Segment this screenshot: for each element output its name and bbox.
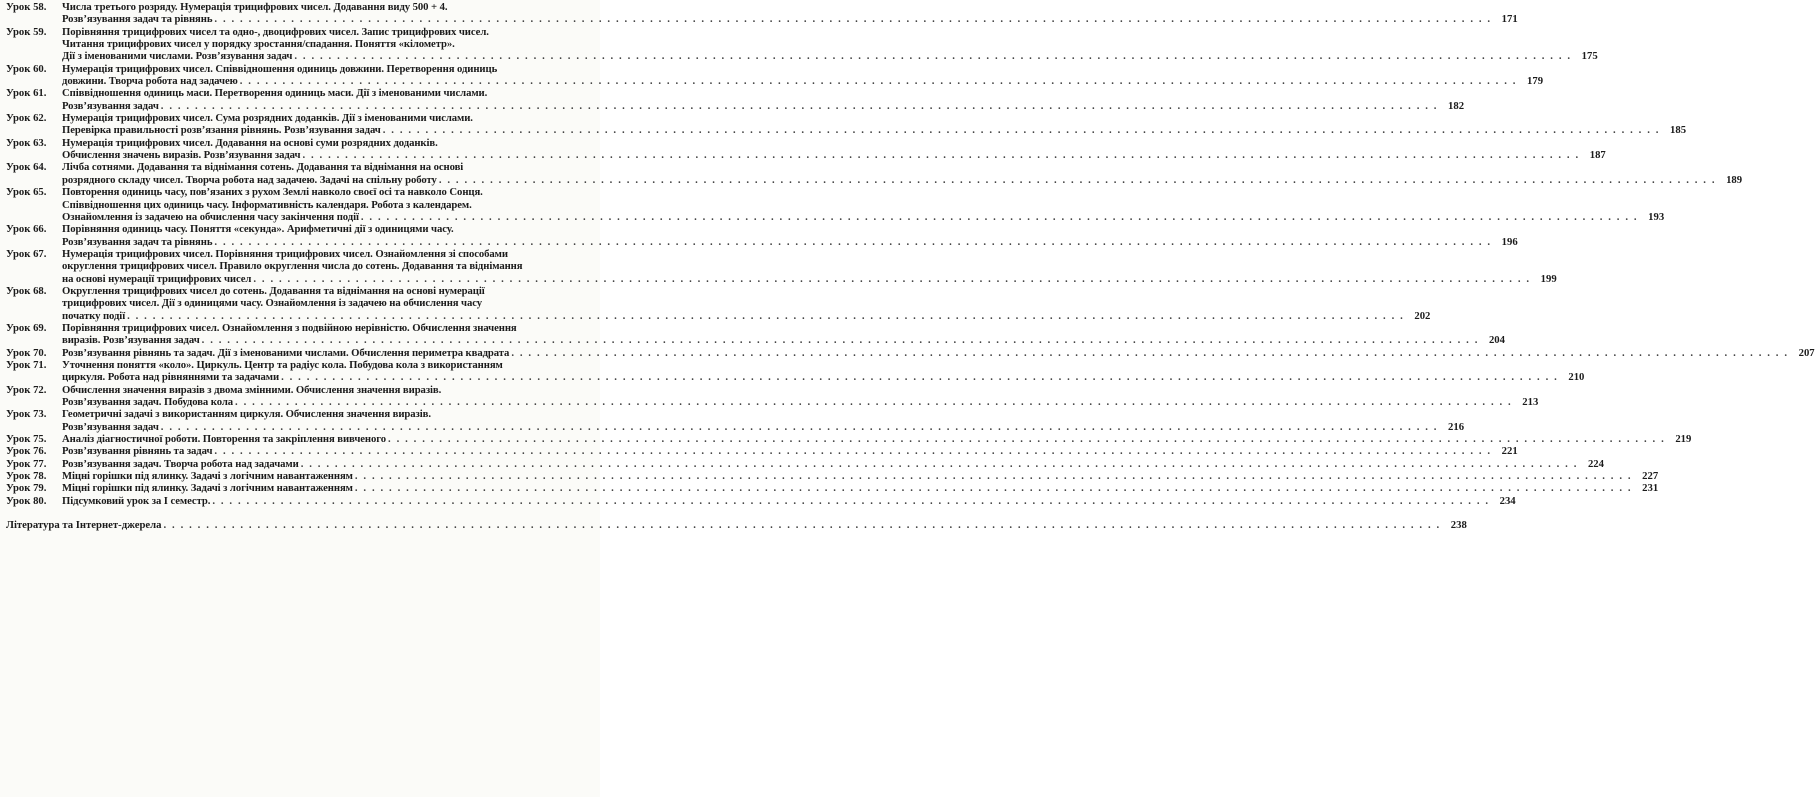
lesson-body — [62, 383, 1539, 409]
dot-leader: . . . . . . . . . . . . . . . . . . . . . . . . . . . . . . . . . . . . . . . . . . . . . . . . . . . . . . . . . . . . . . . . . . . . . . . . . . . . . . . . . . . . . . . . . . . . . . . . . . . . . . . . . . . . . . . . . . . . . . . . . . . . . . . . . . . . . . . . . . . . . . . . . . . . . . — [302, 149, 1580, 162]
dot-leader: . . . . . . . . . . . . . . . . . . . . . . . . . . . . . . . . . . . . . . . . . . . . . . . . . . . . . . . . . . . . . . . . . . . . . . . . . . . . . . . . . . . . . . . . . . . . . . . . . . . . . . . . . . . . . . . . . . . . . . . . . . . . . . . . . . . . . . . . . . . . . . . . . . . . . . — [388, 433, 1666, 446]
toc-entry — [0, 87, 1465, 112]
lesson-number: Урок 77. — [6, 457, 47, 470]
lesson-number: Урок 63. — [6, 136, 47, 149]
lesson-title-last-line — [62, 470, 1659, 483]
lesson-number: Урок 68. — [6, 284, 47, 297]
dot-leader: . . . . . . . . . . . . . . . . . . . . . . . . . . . . . . . . . . . . . . . . . . . . . . . . . . . . . . . . . . . . . . . . . . . . . . . . . . . . . . . . . . . . . . . . . . . . . . . . . . . . . . . . . . . . . . . . . . . . . . . . . . . . . . . . . . . . . . . . . . . . . . . . . . . . . . — [235, 396, 1513, 408]
toc-entry — [0, 321, 1505, 347]
toc-list — [0, 1, 1815, 507]
toc-entry — [0, 346, 1815, 359]
toc-entry — [0, 470, 1659, 483]
toc-entry — [0, 136, 1606, 162]
lesson-title-line: Лічба сотнями. Додавання та віднімання сотень. Додавання та віднімання на основі — [62, 161, 464, 174]
lesson-body — [62, 223, 1518, 248]
lesson-body — [62, 321, 1505, 347]
lesson-title-line: Порівняння трицифрових чисел та одно-, двоцифрових чисел. Запис трицифрових чисел. — [62, 25, 489, 38]
lesson-title-line: округлення трицифрових чисел. Правило округлення числа до сотень. Додавання та віднімання — [62, 260, 523, 273]
page-number: 221 — [1501, 445, 1518, 458]
page-number: 189 — [1726, 173, 1743, 186]
lesson-body — [62, 87, 1465, 112]
lesson-title-line: Розв’язування рівнянь та задач — [62, 445, 213, 458]
toc-entry-literature — [0, 519, 1467, 532]
lesson-title-line: Нумерація трицифрових чисел. Співвідношення одиниць довжини. Перетворення одиниць — [62, 62, 498, 75]
lesson-title-line: Округлення трицифрових чисел до сотень. Додавання та віднімання на основі нумерації — [62, 284, 485, 297]
dot-leader: . . . . . . . . . . . . . . . . . . . . . . . . . . . . . . . . . . . . . . . . . . . . . . . . . . . . . . . . . . . . . . . . . . . . . . . . . . . . . . . . . . . . . . . . . . . . . . . . . . . . . . . . . . . . . . . . . . . . . . . . . . . . . . . . . . . . . . . . . . . . . . . . . . . . . . — [281, 371, 1559, 384]
page-number: 234 — [1499, 494, 1516, 507]
dot-leader: . . . . . . . . . . . . . . . . . . . . . . . . . . . . . . . . . . . . . . . . . . . . . . . . . . . . . . . . . . . . . . . . . . . . . . . . . . . . . . . . . . . . . . . . . . . . . . . . . . . . . . . . . . . . . . . . . . . . . . . . . . . . . . . . . . . . . . . . . . . . . . . . . . . . . . — [511, 346, 1789, 359]
lesson-number: Урок 69. — [6, 321, 47, 334]
lesson-title-last-line — [62, 99, 1465, 112]
toc-entry — [0, 482, 1659, 495]
lesson-title-last-line — [62, 420, 1465, 433]
page-number: 187 — [1589, 149, 1606, 162]
lesson-title-line: Читання трицифрових чисел у порядку зростання/спадання. Поняття «кілометр». — [62, 38, 455, 51]
lesson-title-line: Розв’язування задач — [62, 99, 159, 112]
lesson-number: Урок 61. — [6, 87, 47, 100]
lesson-number: Урок 80. — [6, 494, 47, 507]
lesson-title-line: Нумерація трицифрових чисел. Сума розрядних доданків. Дії з іменованими числами. — [62, 112, 473, 125]
literature-title: Література та Інтернет-джерела — [6, 519, 162, 532]
lesson-title-last-line — [62, 149, 1606, 162]
dot-leader: . . . . . . . . . . . . . . . . . . . . . . . . . . . . . . . . . . . . . . . . . . . . . . . . . . . . . . . . . . . . . . . . . . . . . . . . . . . . . . . . . . . . . . . . . . . . . . . . . . . . . . . . . . . . . . . . . . . . . . . . . . . . . . . . . . . . . . . . . . . . . . . . . . . . . . — [127, 309, 1405, 322]
lesson-title-last-line — [62, 173, 1743, 186]
lesson-body — [62, 161, 1743, 186]
lesson-title-line: розрядного складу чисел. Творча робота над задачею. Задачі на спільну роботу — [62, 173, 437, 186]
dot-leader: . . . . . . . . . . . . . . . . . . . . . . . . . . . . . . . . . . . . . . . . . . . . . . . . . . . . . . . . . . . . . . . . . . . . . . . . . . . . . . . . . . . . . . . . . . . . . . . . . . . . . . . . . . . . . . . . . . . . . . . . . . . . . . . . . . . . . . . . . . . . . . . . . . . . . . — [214, 445, 1492, 458]
page-number: 179 — [1527, 75, 1544, 88]
dot-leader: . . . . . . . . . . . . . . . . . . . . . . . . . . . . . . . . . . . . . . . . . . . . . . . . . . . . . . . . . . . . . . . . . . . . . . . . . . . . . . . . . . . . . . . . . . . . . . . . . . . . . . . . . . . . . . . . . . . . . . . . . . . . . . . . . . . . . . . . . . . . . . . . . . . . . . — [163, 519, 1441, 532]
page-number: 193 — [1648, 210, 1665, 223]
lesson-number: Урок 73. — [6, 408, 47, 421]
lesson-body — [62, 494, 1516, 507]
lesson-title-last-line — [62, 445, 1518, 458]
lesson-body — [62, 62, 1544, 88]
lesson-body — [62, 25, 1598, 63]
dot-leader: . . . . . . . . . . . . . . . . . . . . . . . . . . . . . . . . . . . . . . . . . . . . . . . . . . . . . . . . . . . . . . . . . . . . . . . . . . . . . . . . . . . . . . . . . . . . . . . . . . . . . . . . . . . . . . . . . . . . . . . . . . . . . . . . . . . . . . . . . . . . . . . . . . . . . . — [160, 99, 1439, 112]
page-number: 204 — [1488, 334, 1505, 347]
toc-entry — [0, 62, 1544, 88]
lesson-body — [62, 445, 1518, 458]
lesson-title-last-line — [62, 235, 1518, 248]
lesson-body — [62, 186, 1665, 223]
lesson-title-line: Уточнення поняття «коло». Циркуль. Центр та радіус кола. Побудова кола з використанням — [62, 358, 503, 371]
lesson-title-line: початку події — [62, 309, 126, 322]
toc-entry — [0, 433, 1692, 446]
lesson-number: Урок 71. — [6, 358, 47, 371]
lesson-title-last-line — [62, 50, 1598, 63]
literature-page-number: 238 — [1450, 519, 1467, 532]
dot-leader: . . . . . . . . . . . . . . . . . . . . . . . . . . . . . . . . . . . . . . . . . . . . . . . . . . . . . . . . . . . . . . . . . . . . . . . . . . . . . . . . . . . . . . . . . . . . . . . . . . . . . . . . . . . . . . . . . . . . . . . . . . . . . . . . . . . . . . . . . . . . . . . . . . . . . . — [300, 457, 1578, 470]
lesson-title-line: Співвідношення цих одиниць часу. Інформативність календаря. Робота з календарем. — [62, 198, 472, 211]
dot-leader: . . . . . . . . . . . . . . . . . . . . . . . . . . . . . . . . . . . . . . . . . . . . . . . . . . . . . . . . . . . . . . . . . . . . . . . . . . . . . . . . . . . . . . . . . . . . . . . . . . . . . . . . . . . . . . . . . . . . . . . . . . . . . . . . . . . . . . . . . . . . . . . . . . . . . . — [214, 235, 1492, 248]
lesson-body — [62, 112, 1687, 137]
toc-entry — [0, 284, 1431, 322]
dot-leader: . . . . . . . . . . . . . . . . . . . . . . . . . . . . . . . . . . . . . . . . . . . . . . . . . . . . . . . . . . . . . . . . . . . . . . . . . . . . . . . . . . . . . . . . . . . . . . . . . . . . . . . . . . . . . . . . . . . . . . . . . . . . . . . . . . . . . . . . . . . . . . . . . . . . . . — [214, 13, 1492, 26]
lesson-title-line: Розв’язування задач та рівнянь — [62, 235, 213, 248]
toc-entry — [0, 457, 1604, 470]
toc-entry — [0, 112, 1687, 137]
lesson-title-line: Аналіз діагностичної роботи. Повторення та закріплення вивченого — [62, 433, 387, 446]
lesson-number: Урок 67. — [6, 247, 47, 260]
lesson-title-line: Числа третього розряду. Нумерація трицифрових чисел. Додавання виду 500 + 4. — [62, 1, 448, 13]
page-number: 224 — [1587, 457, 1604, 470]
lesson-title-last-line — [62, 210, 1665, 223]
page-number: 231 — [1642, 482, 1659, 495]
lesson-title-line: довжини. Творча робота над задачею — [62, 75, 238, 88]
lesson-body — [62, 284, 1431, 322]
lesson-title-line: Розв’язування задач. Побудова кола — [62, 396, 234, 408]
lesson-title-line: циркуля. Робота над рівняннями та задачами — [62, 371, 280, 384]
lesson-number: Урок 60. — [6, 62, 47, 75]
lesson-number: Урок 64. — [6, 161, 47, 174]
page-number: 199 — [1540, 272, 1557, 285]
lesson-title-last-line — [62, 272, 1557, 285]
page-number: 227 — [1642, 470, 1659, 483]
lesson-title-last-line — [62, 309, 1431, 322]
lesson-body — [62, 136, 1606, 162]
lesson-title-last-line — [62, 494, 1516, 507]
lesson-body — [62, 358, 1585, 384]
dot-leader: . . . . . . . . . . . . . . . . . . . . . . . . . . . . . . . . . . . . . . . . . . . . . . . . . . . . . . . . . . . . . . . . . . . . . . . . . . . . . . . . . . . . . . . . . . . . . . . . . . . . . . . . . . . . . . . . . . . . . . . . . . . . . . . . . . . . . . . . . . . . . . . . . . . . . . — [160, 420, 1439, 433]
lesson-title-last-line — [62, 482, 1659, 495]
lesson-title-line: Порівняння одиниць часу. Поняття «секунда». Арифметичні дії з одиницями часу. — [62, 223, 454, 236]
toc-entry — [0, 247, 1557, 285]
lesson-title-line: Міцні горішки під ялинку. Задачі з логічним навантаженням — [62, 482, 353, 495]
lesson-title-line: Геометричні задачі з використанням циркуля. Обчислення значення виразів. — [62, 408, 431, 421]
dot-leader: . . . . . . . . . . . . . . . . . . . . . . . . . . . . . . . . . . . . . . . . . . . . . . . . . . . . . . . . . . . . . . . . . . . . . . . . . . . . . . . . . . . . . . . . . . . . . . . . . . . . . . . . . . . . . . . . . . . . . . . . . . . . . . . . . . . . . . . . . . . . . . . . . . . . . . — [253, 272, 1531, 285]
lesson-title-line: Обчислення значення виразів з двома змінними. Обчислення значення виразів. — [62, 383, 442, 396]
lesson-number: Урок 79. — [6, 482, 47, 495]
dot-leader: . . . . . . . . . . . . . . . . . . . . . . . . . . . . . . . . . . . . . . . . . . . . . . . . . . . . . . . . . . . . . . . . . . . . . . . . . . . . . . . . . . . . . . . . . . . . . . . . . . . . . . . . . . . . . . . . . . . . . . . . . . . . . . . . . . . . . . . . . . . . . . . . . . . . . . — [239, 75, 1518, 88]
lesson-number: Урок 58. — [6, 1, 47, 13]
lesson-title-last-line — [62, 13, 1518, 26]
lesson-number: Урок 76. — [6, 445, 47, 458]
lesson-number: Урок 66. — [6, 223, 47, 236]
page-number: 175 — [1581, 50, 1598, 63]
lesson-body — [62, 346, 1815, 359]
lesson-title-line: Розв’язування задач — [62, 420, 159, 433]
lesson-body — [62, 433, 1692, 446]
lesson-title-last-line — [62, 371, 1585, 384]
lesson-title-line: Нумерація трицифрових чисел. Порівняння трицифрових чисел. Ознайомлення зі способами — [62, 247, 508, 260]
dot-leader: . . . . . . . . . . . . . . . . . . . . . . . . . . . . . . . . . . . . . . . . . . . . . . . . . . . . . . . . . . . . . . . . . . . . . . . . . . . . . . . . . . . . . . . . . . . . . . . . . . . . . . . . . . . . . . . . . . . . . . . . . . . . . . . . . . . . . . . . . . . . . . . . . . . . . . — [382, 124, 1661, 137]
toc-entry — [0, 445, 1518, 458]
lesson-number: Урок 65. — [6, 186, 47, 199]
page-number: 207 — [1798, 346, 1815, 359]
dot-leader: . . . . . . . . . . . . . . . . . . . . . . . . . . . . . . . . . . . . . . . . . . . . . . . . . . . . . . . . . . . . . . . . . . . . . . . . . . . . . . . . . . . . . . . . . . . . . . . . . . . . . . . . . . . . . . . . . . . . . . . . . . . . . . . . . . . . . . . . . . . . . . . . . . . . . . — [354, 482, 1633, 495]
toc-entry — [0, 358, 1585, 384]
lesson-body — [62, 482, 1659, 495]
lesson-number: Урок 70. — [6, 346, 47, 359]
page-number: 216 — [1448, 420, 1465, 433]
lesson-number: Урок 72. — [6, 383, 47, 396]
dot-leader: . . . . . . . . . . . . . . . . . . . . . . . . . . . . . . . . . . . . . . . . . . . . . . . . . . . . . . . . . . . . . . . . . . . . . . . . . . . . . . . . . . . . . . . . . . . . . . . . . . . . . . . . . . . . . . . . . . . . . . . . . . . . . . . . . . . . . . . . . . . . . . . . . . . . . . — [354, 470, 1633, 483]
lesson-body — [62, 408, 1465, 433]
toc-entry — [0, 1, 1518, 26]
lesson-title-line: Підсумковий урок за І семестр. — [62, 494, 211, 507]
page-number: 182 — [1448, 99, 1465, 112]
toc-entry — [0, 25, 1598, 63]
lesson-title-line: виразів. Розв’язування задач — [62, 334, 200, 347]
page-number: 202 — [1414, 309, 1431, 322]
lesson-body — [62, 457, 1604, 470]
page-number: 185 — [1670, 124, 1687, 137]
lesson-title-line: Порівняння трицифрових чисел. Ознайомлення з подвійною нерівністю. Обчислення значення — [62, 321, 517, 334]
lesson-title-line: Перевірка правильності розв’язання рівнянь. Розв’язування задач — [62, 124, 381, 137]
lesson-title-line: трицифрових чисел. Дії з одиницями часу. Ознайомлення із задачею на обчислення часу — [62, 297, 483, 310]
lesson-number: Урок 62. — [6, 112, 47, 125]
lesson-body — [62, 470, 1659, 483]
lesson-title-last-line — [62, 433, 1692, 446]
lesson-title-last-line — [62, 124, 1687, 137]
page-number: 171 — [1501, 13, 1518, 26]
lesson-body — [62, 247, 1557, 285]
lesson-title-line: Дії з іменованими числами. Розв’язування задач — [62, 50, 293, 63]
lesson-title-line: на основі нумерації трицифрових чисел — [62, 272, 252, 285]
page-number: 196 — [1501, 235, 1518, 248]
lesson-title-last-line — [62, 396, 1539, 408]
page-number: 210 — [1568, 371, 1585, 384]
lesson-number: Урок 78. — [6, 470, 47, 483]
section-spacer — [0, 507, 600, 519]
lesson-number: Урок 59. — [6, 25, 47, 38]
dot-leader: . . . . . . . . . . . . . . . . . . . . . . . . . . . . . . . . . . . . . . . . . . . . . . . . . . . . . . . . . . . . . . . . . . . . . . . . . . . . . . . . . . . . . . . . . . . . . . . . . . . . . . . . . . . . . . . . . . . . . . . . . . . . . . . . . . . . . . . . . . . . . . . . . . . . . . — [201, 334, 1479, 347]
dot-leader: . . . . . . . . . . . . . . . . . . . . . . . . . . . . . . . . . . . . . . . . . . . . . . . . . . . . . . . . . . . . . . . . . . . . . . . . . . . . . . . . . . . . . . . . . . . . . . . . . . . . . . . . . . . . . . . . . . . . . . . . . . . . . . . . . . . . . . . . . . . . . . . . . . . . . . — [212, 494, 1490, 507]
dot-leader: . . . . . . . . . . . . . . . . . . . . . . . . . . . . . . . . . . . . . . . . . . . . . . . . . . . . . . . . . . . . . . . . . . . . . . . . . . . . . . . . . . . . . . . . . . . . . . . . . . . . . . . . . . . . . . . . . . . . . . . . . . . . . . . . . . . . . . . . . . . . . . . . . . . . . . — [360, 210, 1639, 223]
lesson-title-line: Розв’язування рівнянь та задач. Дії з іменованими числами. Обчислення периметра квадрата — [62, 346, 510, 359]
lesson-title-line: Розв’язування задач та рівнянь — [62, 13, 213, 26]
lesson-title-line: Розв’язування задач. Творча робота над задачами — [62, 457, 299, 470]
toc-entry — [0, 408, 1465, 433]
lesson-title-line: Повторення одиниць часу, пов’язаних з рухом Землі навколо своєї осі та навколо Сонця. — [62, 186, 483, 199]
toc-entry — [0, 494, 1516, 507]
lesson-number: Урок 75. — [6, 433, 47, 446]
dot-leader: . . . . . . . . . . . . . . . . . . . . . . . . . . . . . . . . . . . . . . . . . . . . . . . . . . . . . . . . . . . . . . . . . . . . . . . . . . . . . . . . . . . . . . . . . . . . . . . . . . . . . . . . . . . . . . . . . . . . . . . . . . . . . . . . . . . . . . . . . . . . . . . . . . . . . . — [294, 50, 1572, 63]
dot-leader: . . . . . . . . . . . . . . . . . . . . . . . . . . . . . . . . . . . . . . . . . . . . . . . . . . . . . . . . . . . . . . . . . . . . . . . . . . . . . . . . . . . . . . . . . . . . . . . . . . . . . . . . . . . . . . . . . . . . . . . . . . . . . . . . . . . . . . . . . . . . . . . . . . . . . . — [438, 173, 1717, 186]
lesson-title-line: Співвідношення одиниць маси. Перетворення одиниць маси. Дії з іменованими числами. — [62, 87, 488, 100]
lesson-title-line: Нумерація трицифрових чисел. Додавання на основі суми розрядних доданків. — [62, 136, 438, 149]
lesson-body — [62, 1, 1518, 26]
lesson-title-last-line — [62, 457, 1604, 470]
page-number: 219 — [1675, 433, 1692, 446]
toc-entry — [0, 186, 1665, 223]
lesson-title-last-line — [62, 75, 1544, 88]
toc-entry — [0, 223, 1518, 248]
toc-entry — [0, 383, 1539, 409]
toc-entry — [0, 161, 1743, 186]
lesson-title-line: Обчислення значень виразів. Розв’язування задач — [62, 149, 301, 162]
lesson-title-last-line — [62, 334, 1505, 347]
lesson-title-line: Ознайомлення із задачею на обчислення часу закінчення події — [62, 210, 359, 223]
page-number: 213 — [1522, 396, 1539, 408]
lesson-title-line: Міцні горішки під ялинку. Задачі з логічним навантаженням — [62, 470, 353, 483]
lesson-title-last-line — [62, 346, 1815, 359]
